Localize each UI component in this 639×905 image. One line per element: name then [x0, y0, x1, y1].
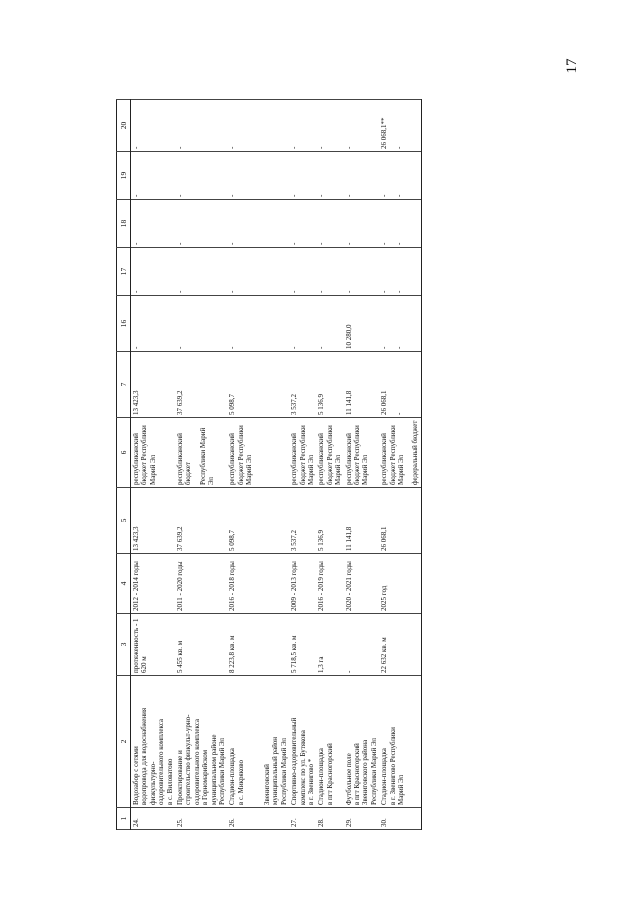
- funding-source-cell: [289, 418, 316, 488]
- object-name-cell: [175, 676, 227, 808]
- cell-line: -: [394, 242, 403, 245]
- cell-line: в пгт Красногорский: [325, 743, 334, 805]
- total-cost-cell: 5 098,7: [227, 488, 289, 554]
- cell-line: 26 068,1**: [380, 117, 389, 149]
- cell-line: Республики Марий Эл: [198, 427, 216, 485]
- column-header-18: 18: [117, 200, 131, 248]
- year-2023-cell: -: [175, 152, 227, 200]
- cell-line: республиканский бюджет Республики Марий Эл: [380, 425, 405, 485]
- cell-line: -: [380, 242, 389, 245]
- year-2024-cell: -: [131, 100, 175, 152]
- cell-line: Звениговского района: [361, 739, 370, 805]
- year-2020-cell: -: [316, 296, 343, 352]
- year-2021-cell: -: [227, 248, 289, 296]
- cell-line: Футбольное поле: [344, 753, 353, 805]
- cell-line: оздоровительного комплекса: [192, 718, 201, 805]
- period-cell: 2009 - 2013 годы: [289, 554, 316, 614]
- period-cell: 2020 - 2021 годы: [344, 554, 380, 614]
- year-2024-cell: -: [175, 100, 227, 152]
- row-number-cell: 30.: [379, 808, 421, 830]
- year-2020-cell: 10 280,0: [344, 296, 380, 352]
- cell-line: Стадион-площадка: [380, 748, 389, 805]
- column-header-20: 20: [117, 100, 131, 152]
- cell-line: республиканский бюджет Республики Марий Эл: [132, 425, 157, 485]
- year-2024-cell: [379, 100, 421, 152]
- total-cost-cell: 13 423,3: [131, 488, 175, 554]
- cell-line: в Горномарийском: [201, 749, 210, 805]
- funding-source-cell: [344, 418, 380, 488]
- investment-table: [116, 99, 422, 830]
- cell-line: республиканский бюджет Республики Марий Эл: [344, 425, 370, 485]
- year-2022-cell: -: [316, 200, 343, 248]
- funding-amount-cell: 5 136,9: [316, 352, 343, 418]
- capacity-cell: 8 223,8 кв. м: [227, 614, 289, 676]
- object-name-cell: [227, 676, 289, 808]
- cell-line: республиканский бюджет Республики Марий Эл: [228, 425, 254, 485]
- year-2024-cell: -: [289, 100, 316, 152]
- table-row: [316, 100, 343, 830]
- year-2023-cell: -: [344, 152, 380, 200]
- capacity-cell: 5 718,5 кв. м: [289, 614, 316, 676]
- year-2022-cell: -: [175, 200, 227, 248]
- year-2022-cell: -: [227, 200, 289, 248]
- year-2020-cell: [379, 296, 421, 352]
- cell-line: Марий Эл: [396, 774, 405, 805]
- year-2021-cell: -: [175, 248, 227, 296]
- cell-line: республиканский бюджет Республики Марий Эл: [290, 425, 316, 485]
- column-header-16: 16: [117, 296, 131, 352]
- column-header-17: 17: [117, 248, 131, 296]
- object-name-cell: [316, 676, 343, 808]
- period-cell: 2016 - 2018 годы: [227, 554, 289, 614]
- year-2020-cell: -: [227, 296, 289, 352]
- column-header-5: 5: [117, 488, 131, 554]
- cell-line: в г. Звенигово Республики: [388, 727, 397, 805]
- year-2023-cell: -: [131, 152, 175, 200]
- cell-line: Водозабор с сетями: [132, 746, 140, 805]
- total-cost-cell: 26 068,1: [379, 488, 421, 554]
- funding-source-cell: [316, 418, 343, 488]
- table-row: [131, 100, 175, 830]
- funding-source-cell: [227, 418, 289, 488]
- funding-amount-cell: 11 141,8: [344, 352, 380, 418]
- object-name-cell: [344, 676, 380, 808]
- total-cost-cell: 3 537,2: [289, 488, 316, 554]
- year-2022-cell: [379, 200, 421, 248]
- year-2021-cell: -: [131, 248, 175, 296]
- funding-amount-cell: 3 537,2: [289, 352, 316, 418]
- row-number-cell: 29.: [344, 808, 380, 830]
- year-2023-cell: -: [289, 152, 316, 200]
- capacity-cell: 22 632 кв. м: [379, 614, 421, 676]
- year-2020-cell: -: [131, 296, 175, 352]
- period-cell: 2016 - 2019 годы: [316, 554, 343, 614]
- row-number-cell: 25.: [175, 808, 227, 830]
- table-row: [289, 100, 316, 830]
- cell-line: строительство физкульт-урно-: [184, 714, 193, 805]
- cell-line: физкультурно-: [148, 761, 157, 805]
- table-row: [379, 100, 421, 830]
- funding-source-cell: [175, 418, 227, 488]
- column-header-3: 3: [117, 614, 131, 676]
- total-cost-cell: 37 639,2: [175, 488, 227, 554]
- cell-line: -: [394, 412, 403, 415]
- year-2023-cell: [379, 152, 421, 200]
- cell-line: -: [380, 346, 389, 349]
- capacity-cell: 5 455 кв. м: [175, 614, 227, 676]
- cell-line: оздоровительного комплекса: [157, 718, 166, 805]
- year-2021-cell: [379, 248, 421, 296]
- year-2020-cell: -: [175, 296, 227, 352]
- page-number: 17: [563, 58, 580, 74]
- year-2021-cell: -: [289, 248, 316, 296]
- total-cost-cell: 11 141,8: [344, 488, 380, 554]
- year-2024-cell: -: [316, 100, 343, 152]
- cell-line: -: [380, 194, 389, 197]
- cell-line: республиканский бюджет Республики Марий Эл: [317, 425, 343, 485]
- cell-line: в с. Виловатово: [165, 758, 174, 805]
- cell-line: Звениговский: [263, 764, 272, 805]
- period-cell: 2011 - 2020 годы: [175, 554, 227, 614]
- cell-line: 26 068,1: [380, 390, 389, 415]
- period-cell: 2025 год: [379, 554, 421, 614]
- cell-line: водопровода для водоснабжения: [140, 707, 149, 805]
- period-cell: 2012 - 2014 годы: [131, 554, 175, 614]
- year-2022-cell: -: [131, 200, 175, 248]
- year-2024-cell: -: [344, 100, 380, 152]
- row-number-cell: 27.: [289, 808, 316, 830]
- year-2023-cell: -: [227, 152, 289, 200]
- table-body: [131, 100, 422, 830]
- column-header-4: 4: [117, 554, 131, 614]
- capacity-cell: 1,3 га: [316, 614, 343, 676]
- cell-line: республиканский бюджет: [175, 433, 193, 485]
- cell-line: муниципальный район: [271, 736, 280, 805]
- cell-line: муниципальном районе: [209, 734, 218, 805]
- object-name-cell: [379, 676, 421, 808]
- funding-amount-cell: 5 098,7: [227, 352, 289, 418]
- capacity-cell: протяженность - 1 620 м: [131, 614, 175, 676]
- object-name-cell: [289, 676, 316, 808]
- year-2022-cell: -: [344, 200, 380, 248]
- table-row: [175, 100, 227, 830]
- row-number-cell: 26.: [227, 808, 289, 830]
- header-row: [117, 100, 131, 830]
- cell-line: в с. Микряково: [236, 759, 245, 805]
- column-header-19: 19: [117, 152, 131, 200]
- cell-line: федеральный бюджет: [411, 420, 420, 485]
- cell-line: Стадион-площадка: [228, 748, 237, 805]
- row-number-cell: 24.: [131, 808, 175, 830]
- year-2022-cell: -: [289, 200, 316, 248]
- funding-amount-cell: 13 423,3: [131, 352, 175, 418]
- table-row: [344, 100, 380, 830]
- cell-line: Проектирование и: [175, 750, 184, 805]
- table-row: [227, 100, 289, 830]
- column-header-2: 2: [117, 676, 131, 808]
- year-2021-cell: -: [344, 248, 380, 296]
- total-cost-cell: 5 136,9: [316, 488, 343, 554]
- object-name-cell: [131, 676, 175, 808]
- funding-source-cell: [131, 418, 175, 488]
- cell-line: -: [394, 346, 403, 349]
- capacity-cell: -: [344, 614, 380, 676]
- column-header-6: 6: [117, 418, 131, 488]
- funding-source-cell: [379, 418, 421, 488]
- funding-amount-cell: [379, 352, 421, 418]
- column-header-1: 1: [117, 808, 131, 830]
- cell-line: -: [394, 194, 403, 197]
- cell-line: Республики Марий Эл: [279, 738, 288, 805]
- row-number-cell: 28.: [316, 808, 343, 830]
- cell-line: комплекс по ул. Бутякова: [298, 730, 307, 805]
- year-2021-cell: -: [316, 248, 343, 296]
- year-2023-cell: -: [316, 152, 343, 200]
- cell-line: Республики Марий Эл: [369, 738, 378, 805]
- cell-line: Спортивно-оздоровительный: [290, 717, 299, 805]
- cell-line: -: [394, 290, 403, 293]
- cell-line: Республики Марий Эл: [217, 738, 226, 805]
- cell-line: -: [394, 146, 403, 149]
- year-2020-cell: -: [289, 296, 316, 352]
- funding-amount-cell: 37 639,2: [175, 352, 227, 418]
- rotated-table-container: [116, 100, 516, 830]
- cell-line: в пгт Красногорский: [352, 743, 361, 805]
- column-header-7: 7: [117, 352, 131, 418]
- year-2024-cell: -: [227, 100, 289, 152]
- cell-line: -: [380, 290, 389, 293]
- cell-line: в г. Звенигово *: [307, 758, 316, 805]
- cell-line: Стадион-площадка: [317, 748, 326, 805]
